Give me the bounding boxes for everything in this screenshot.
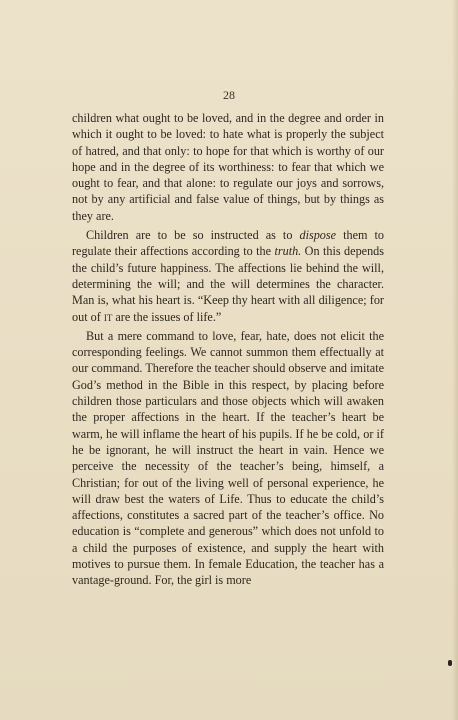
text-segment: Children are to be so instructed as to <box>86 228 300 243</box>
text-segment: On this depends the child’s future happiness. The affections lie behind the will, determining the will; and the will determines the character. Man is, what his heart is. “Keep thy heart with all diligence; for out of <box>72 244 384 324</box>
text-segment: are the issues of life.” <box>112 309 222 324</box>
text-segment: them to regulate their affections according to the <box>72 228 384 259</box>
italic-dispose: dispose <box>299 228 337 243</box>
paragraph-2 <box>72 227 384 325</box>
page-edge-shadow <box>452 0 458 720</box>
paragraph-1 <box>72 110 384 224</box>
paragraph-3 <box>72 328 384 589</box>
page-number: 28 <box>223 88 235 102</box>
edge-mark <box>448 660 452 666</box>
smallcaps-it: it <box>103 309 113 324</box>
text-segment: But a mere command to love, fear, hate, does not elicit the corresponding feelings. We cannot summon them effectually at our command. Therefore the teacher should observe and imitate God’s method in the Bible in this respect, by placing before children those particulars and those objects which will awaken the proper affections in the heart. If the teacher’s heart be warm, he will inflame the heart of his pupils. If he be cold, or if he be ignorant, he will instruct the heart in vain. Hence we perceive the necessity of the teacher’s being, himself, a Christian; for out of the living well of personal experience, he will draw best the waters of Life. Thus to educate the child’s affections, constitutes a sacred part of the teacher’s office. No education is “complete and generous” which does not unfold to a child the purposes of existence, and supply the heart with motives to pursue them. In female Education, the teacher has a vantage-ground. For, the girl is more <box>72 328 384 588</box>
body-text <box>72 110 384 592</box>
text-segment: children what ought to be loved, and in the degree and order in which it ought to be loved: to hate what is properly the subject of hatred, and that only: to hope for that which is worthy of our hope and in the degree of its worthiness: to fear that which we ought to fear, and that alone: to regulate our joys and sorrows, not by any artificial and false value of things, but by things as they are. <box>72 111 384 223</box>
italic-truth: truth. <box>274 244 302 259</box>
